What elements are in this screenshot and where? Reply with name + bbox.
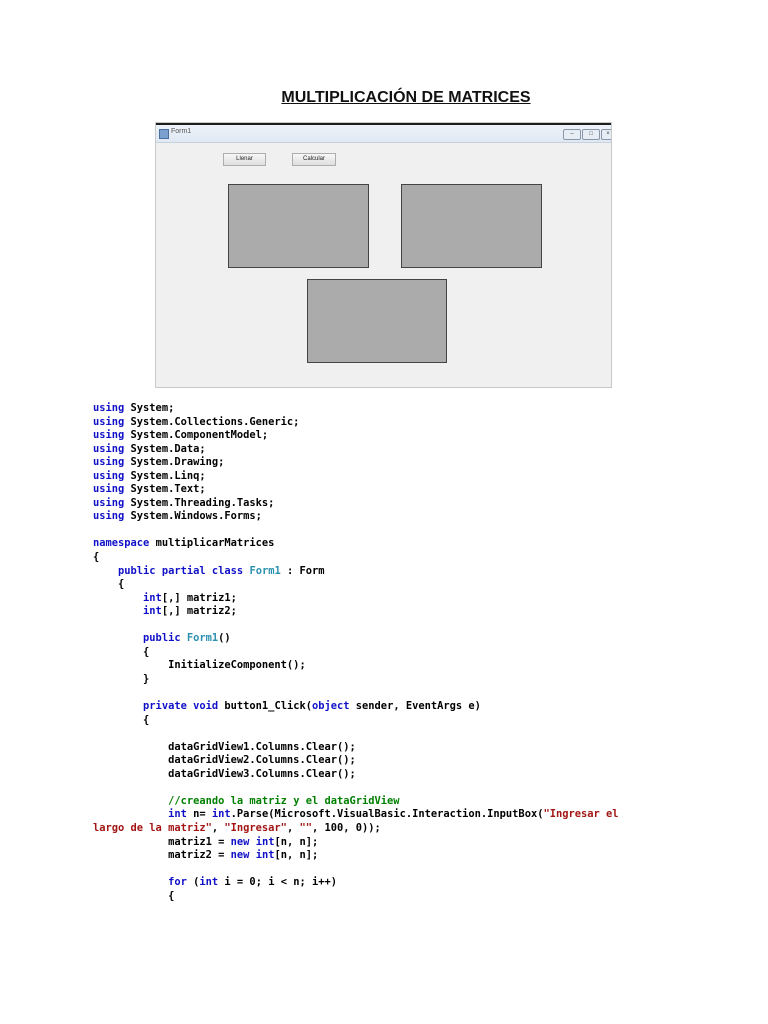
code-token: for bbox=[168, 876, 187, 889]
datagridview-2[interactable] bbox=[401, 184, 542, 268]
code-token: () bbox=[218, 632, 231, 645]
code-token: sender, EventArgs e) bbox=[349, 700, 481, 713]
code-line bbox=[93, 849, 693, 863]
code-token: int bbox=[143, 591, 162, 604]
code-line bbox=[93, 700, 693, 714]
code-token: matriz1 = bbox=[93, 835, 231, 848]
code-token: int bbox=[255, 849, 275, 862]
code-token: n= bbox=[186, 808, 212, 821]
datagridview-1[interactable] bbox=[228, 184, 369, 268]
code-line bbox=[93, 822, 693, 836]
code-token: int bbox=[255, 835, 275, 848]
code-line bbox=[93, 673, 693, 687]
code-token: Form1 bbox=[249, 564, 281, 577]
code-line bbox=[93, 781, 693, 795]
code-token bbox=[93, 876, 168, 888]
llenar-button[interactable]: Llenar bbox=[223, 153, 266, 166]
code-token: namespace bbox=[93, 537, 150, 550]
code-token: System.Collections.Generic; bbox=[124, 415, 300, 428]
code-line bbox=[93, 456, 693, 470]
code-token: int bbox=[168, 808, 187, 821]
code-line bbox=[93, 524, 693, 538]
code-token: System.Text; bbox=[124, 483, 206, 496]
code-line bbox=[93, 686, 693, 700]
code-token: dataGridView2.Columns.Clear(); bbox=[93, 754, 356, 767]
code-line bbox=[93, 876, 693, 890]
code-line bbox=[93, 402, 693, 416]
code-token: int bbox=[143, 605, 162, 618]
code-line bbox=[93, 659, 693, 673]
code-token: { bbox=[93, 578, 125, 591]
code-token: "Ingresar el bbox=[543, 808, 619, 821]
code-line bbox=[93, 605, 693, 619]
code-token: } bbox=[93, 672, 150, 685]
code-token: using bbox=[93, 483, 125, 496]
code-token: System.Data; bbox=[124, 442, 206, 455]
code-token: InitializeComponent(); bbox=[93, 659, 306, 672]
code-line bbox=[93, 565, 693, 579]
code-token: using bbox=[93, 429, 125, 442]
code-token: dataGridView3.Columns.Clear(); bbox=[93, 767, 356, 780]
code-token: i = 0; i < n; i++) bbox=[218, 876, 338, 889]
code-line bbox=[93, 470, 693, 484]
code-token: [,] matriz1; bbox=[161, 591, 237, 604]
code-token: System.Linq; bbox=[124, 469, 206, 482]
code-line bbox=[93, 578, 693, 592]
code-token: "" bbox=[299, 821, 312, 834]
code-token: using bbox=[93, 469, 125, 482]
code-token: "Ingresar" bbox=[224, 821, 287, 834]
code-line bbox=[93, 592, 693, 606]
code-token bbox=[93, 605, 143, 617]
code-line bbox=[93, 890, 693, 904]
maximize-icon[interactable]: □ bbox=[582, 129, 600, 140]
code-token: using bbox=[93, 496, 125, 509]
code-token: { bbox=[93, 713, 150, 726]
code-line bbox=[93, 551, 693, 565]
code-token bbox=[93, 592, 143, 604]
code-line bbox=[93, 646, 693, 660]
code-token: public bbox=[143, 632, 181, 645]
code-token bbox=[93, 565, 118, 577]
code-line bbox=[93, 768, 693, 782]
calcular-button[interactable]: Calcular bbox=[292, 153, 336, 166]
code-line bbox=[93, 714, 693, 728]
code-token: Form1 bbox=[186, 632, 219, 645]
code-token: public bbox=[118, 564, 156, 577]
code-token bbox=[93, 632, 143, 644]
code-token: [,] matriz2; bbox=[161, 605, 237, 618]
code-line bbox=[93, 619, 693, 633]
code-token bbox=[93, 795, 168, 807]
code-token: { bbox=[93, 889, 175, 902]
code-token: ( bbox=[186, 876, 200, 889]
code-token: object bbox=[311, 700, 350, 713]
code-token: [n, n]; bbox=[274, 835, 319, 848]
code-token: { bbox=[93, 551, 100, 564]
window-title: Form1 bbox=[171, 128, 192, 135]
code-token: [n, n]; bbox=[274, 849, 319, 862]
code-line bbox=[93, 443, 693, 457]
code-token: largo de la matriz" bbox=[93, 821, 212, 834]
code-line bbox=[93, 537, 693, 551]
code-line bbox=[93, 416, 693, 430]
code-token: .Parse(Microsoft.VisualBasic.Interaction.InputBox( bbox=[230, 808, 544, 821]
code-token: System.Windows.Forms; bbox=[124, 510, 262, 523]
code-line bbox=[93, 483, 693, 497]
code-line bbox=[93, 632, 693, 646]
code-token: new bbox=[230, 849, 250, 862]
code-token: matriz2 = bbox=[93, 849, 231, 862]
code-token: partial bbox=[161, 564, 206, 577]
code-line bbox=[93, 836, 693, 850]
form-screenshot bbox=[155, 122, 612, 388]
code-line bbox=[93, 863, 693, 877]
code-token: class bbox=[211, 564, 244, 577]
code-token bbox=[93, 700, 143, 712]
minimize-icon[interactable]: – bbox=[563, 129, 581, 140]
code-line bbox=[93, 754, 693, 768]
code-token: using bbox=[93, 415, 125, 428]
code-token: { bbox=[93, 645, 150, 658]
code-line bbox=[93, 741, 693, 755]
code-token: //creando la matriz y el dataGridView bbox=[168, 794, 400, 807]
close-icon[interactable]: × bbox=[601, 129, 612, 140]
code-token: System.Drawing; bbox=[124, 456, 225, 469]
code-token: , 100, 0)); bbox=[311, 821, 381, 834]
code-token: int bbox=[211, 808, 231, 821]
code-line bbox=[93, 429, 693, 443]
window-titlebar bbox=[156, 125, 611, 143]
code-line bbox=[93, 795, 693, 809]
code-token: int bbox=[199, 876, 219, 889]
datagridview-3[interactable] bbox=[307, 279, 447, 363]
code-token: System; bbox=[124, 402, 175, 414]
form-icon bbox=[159, 129, 169, 139]
code-line bbox=[93, 727, 693, 741]
code-token: dataGridView1.Columns.Clear(); bbox=[93, 740, 356, 753]
code-token: private bbox=[143, 700, 187, 713]
code-token: using bbox=[93, 510, 125, 523]
code-token: new bbox=[230, 835, 250, 848]
code-token: , bbox=[211, 821, 225, 834]
code-token: button1_Click( bbox=[218, 700, 312, 713]
code-listing bbox=[93, 402, 693, 903]
code-line bbox=[93, 497, 693, 511]
code-token: , bbox=[286, 821, 300, 834]
code-token bbox=[93, 808, 168, 820]
code-token: using bbox=[93, 402, 125, 414]
code-line bbox=[93, 510, 693, 524]
code-token: multiplicarMatrices bbox=[149, 537, 275, 550]
document-title: MULTIPLICACIÓN DE MATRICES bbox=[281, 89, 531, 106]
code-token: System.Threading.Tasks; bbox=[124, 496, 275, 509]
code-token: using bbox=[93, 456, 125, 469]
code-line bbox=[93, 808, 693, 822]
code-token: : Form bbox=[280, 564, 325, 577]
code-token: void bbox=[193, 700, 219, 713]
code-token: using bbox=[93, 442, 125, 455]
code-token: System.ComponentModel; bbox=[124, 429, 269, 442]
